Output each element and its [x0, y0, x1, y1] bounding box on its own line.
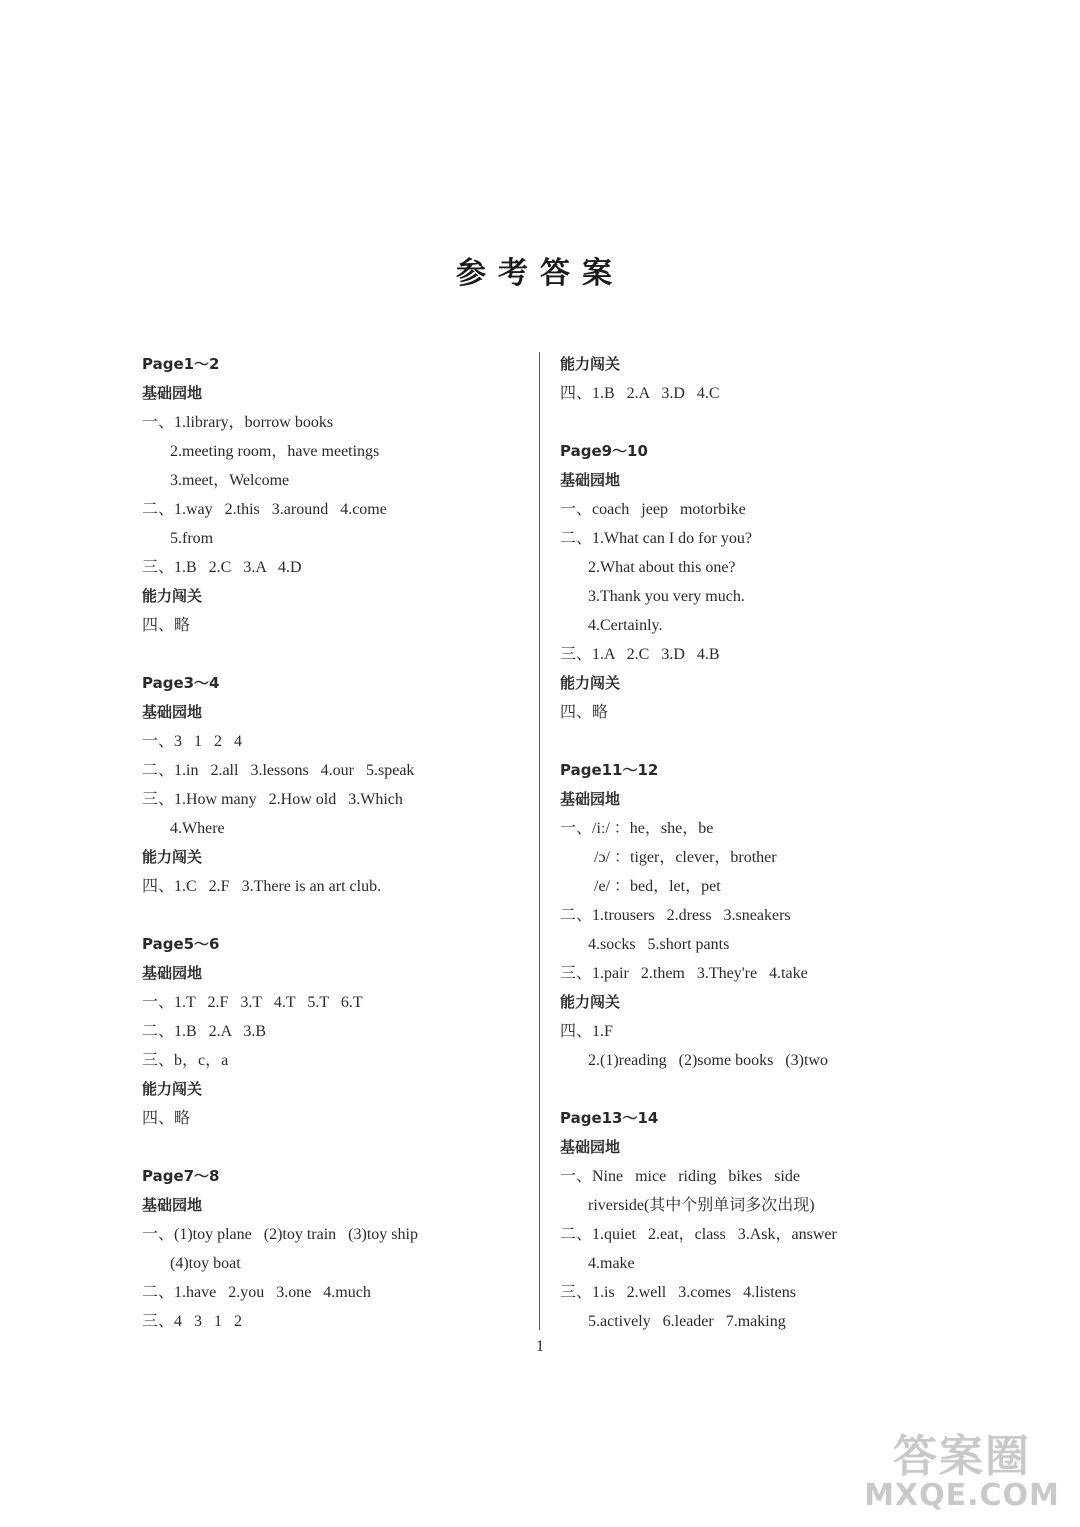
section-heading: Page1～2 — [142, 355, 220, 373]
section-heading: Page9～10 — [560, 442, 648, 460]
section-heading: 能力闯关 — [142, 587, 203, 605]
watermark-url: MXQE.COM — [864, 1478, 1060, 1513]
section-heading: 基础园地 — [560, 1138, 621, 1156]
section-heading: 基础园地 — [560, 790, 621, 808]
answer-line: 一、/iː/ ：he，she，be — [560, 820, 714, 837]
answer-line: 四、略 — [142, 1110, 191, 1127]
answer-line: /e/ ：bed，let，pet — [594, 878, 721, 895]
answer-line: (4)toy boat — [170, 1255, 241, 1272]
answer-line: 四、1.F — [560, 1023, 613, 1040]
section-heading: Page7～8 — [142, 1167, 220, 1185]
answer-line: /ɔ/ ：tiger，clever，brother — [594, 849, 777, 866]
answer-line: riverside(其中个别单词多次出现) — [588, 1197, 815, 1214]
answer-line: 一、(1)toy plane (2)toy train (3)toy ship — [142, 1226, 418, 1243]
watermark-logo: 答案圈 — [893, 1431, 1031, 1482]
answer-line: 2.meeting room，have meetings — [170, 443, 380, 460]
answer-line: 一、1.T 2.F 3.T 4.T 5.T 6.T — [142, 994, 363, 1011]
section-heading: Page5～6 — [142, 935, 220, 953]
answer-line: 四、略 — [560, 704, 609, 721]
answer-line: 三、4 3 1 2 — [142, 1313, 243, 1330]
answer-line: 四、1.C 2.F 3.There is an art club. — [142, 878, 382, 895]
spacer — [142, 901, 522, 930]
answer-line: 三、1.pair 2.them 3.They're 4.take — [560, 965, 808, 982]
answer-line: 二、1.in 2.all 3.lessons 4.our 5.speak — [142, 762, 415, 779]
answer-line: 三、1.is 2.well 3.comes 4.listens — [560, 1284, 796, 1301]
answer-line: 2.What about this one? — [588, 559, 736, 576]
answer-line: 3.Thank you very much. — [588, 588, 745, 605]
answer-line: 三、1.How many 2.How old 3.Which — [142, 791, 403, 808]
spacer — [142, 1133, 522, 1162]
answer-line: 三、b，c，a — [142, 1052, 229, 1069]
answer-line: 二、1.B 2.A 3.B — [142, 1023, 267, 1040]
answer-line: 二、1.have 2.you 3.one 4.much — [142, 1284, 371, 1301]
left-column — [142, 350, 522, 1336]
answer-line: 三、1.B 2.C 3.A 4.D — [142, 559, 302, 576]
answer-line: 4.socks 5.short pants — [588, 936, 730, 953]
answer-line: 二、1.trousers 2.dress 3.sneakers — [560, 907, 791, 924]
answer-line: 5.from — [170, 530, 214, 547]
section-heading: 基础园地 — [142, 1196, 203, 1214]
spacer — [560, 408, 940, 437]
answer-line: 三、1.A 2.C 3.D 4.B — [560, 646, 720, 663]
answer-line: 一、3 1 2 4 — [142, 733, 243, 750]
section-heading: Page13～14 — [560, 1109, 659, 1127]
answer-line: 一、coach jeep motorbike — [560, 501, 746, 518]
answer-line: 一、1.library，borrow books — [142, 414, 334, 431]
spacer — [560, 727, 940, 756]
page-title: 参考答案 — [456, 256, 624, 291]
answer-line: 5.actively 6.leader 7.making — [588, 1313, 786, 1330]
section-heading: 基础园地 — [142, 384, 203, 402]
watermark — [862, 1433, 1062, 1513]
right-column — [560, 350, 940, 1336]
answer-line: 4.Certainly. — [588, 617, 663, 634]
answer-line: 一、Nine mice riding bikes side — [560, 1168, 800, 1185]
answer-line: 四、1.B 2.A 3.D 4.C — [560, 385, 720, 402]
section-heading: 能力闯关 — [142, 1080, 203, 1098]
section-heading: Page3～4 — [142, 674, 220, 692]
section-heading: 能力闯关 — [142, 848, 203, 866]
answer-line: 2.(1)reading (2)some books (3)two — [588, 1052, 828, 1069]
section-heading: 基础园地 — [142, 703, 203, 721]
section-heading: 基础园地 — [560, 471, 621, 489]
answer-line: 4.Where — [170, 820, 225, 837]
section-heading: Page11～12 — [560, 761, 659, 779]
answer-line: 二、1.What can I do for you? — [560, 530, 752, 547]
section-heading: 能力闯关 — [560, 355, 621, 373]
answer-line: 3.meet，Welcome — [170, 472, 290, 489]
answer-line: 4.make — [588, 1255, 635, 1272]
section-heading: 能力闯关 — [560, 993, 621, 1011]
spacer — [560, 1075, 940, 1104]
spacer — [142, 640, 522, 669]
page-number: 1 — [536, 1338, 544, 1355]
section-heading: 能力闯关 — [560, 674, 621, 692]
column-divider — [539, 352, 540, 1330]
answer-line: 四、略 — [142, 617, 191, 634]
answer-line: 二、1.way 2.this 3.around 4.come — [142, 501, 387, 518]
section-heading: 基础园地 — [142, 964, 203, 982]
answer-line: 二、1.quiet 2.eat，class 3.Ask，answer — [560, 1226, 837, 1243]
